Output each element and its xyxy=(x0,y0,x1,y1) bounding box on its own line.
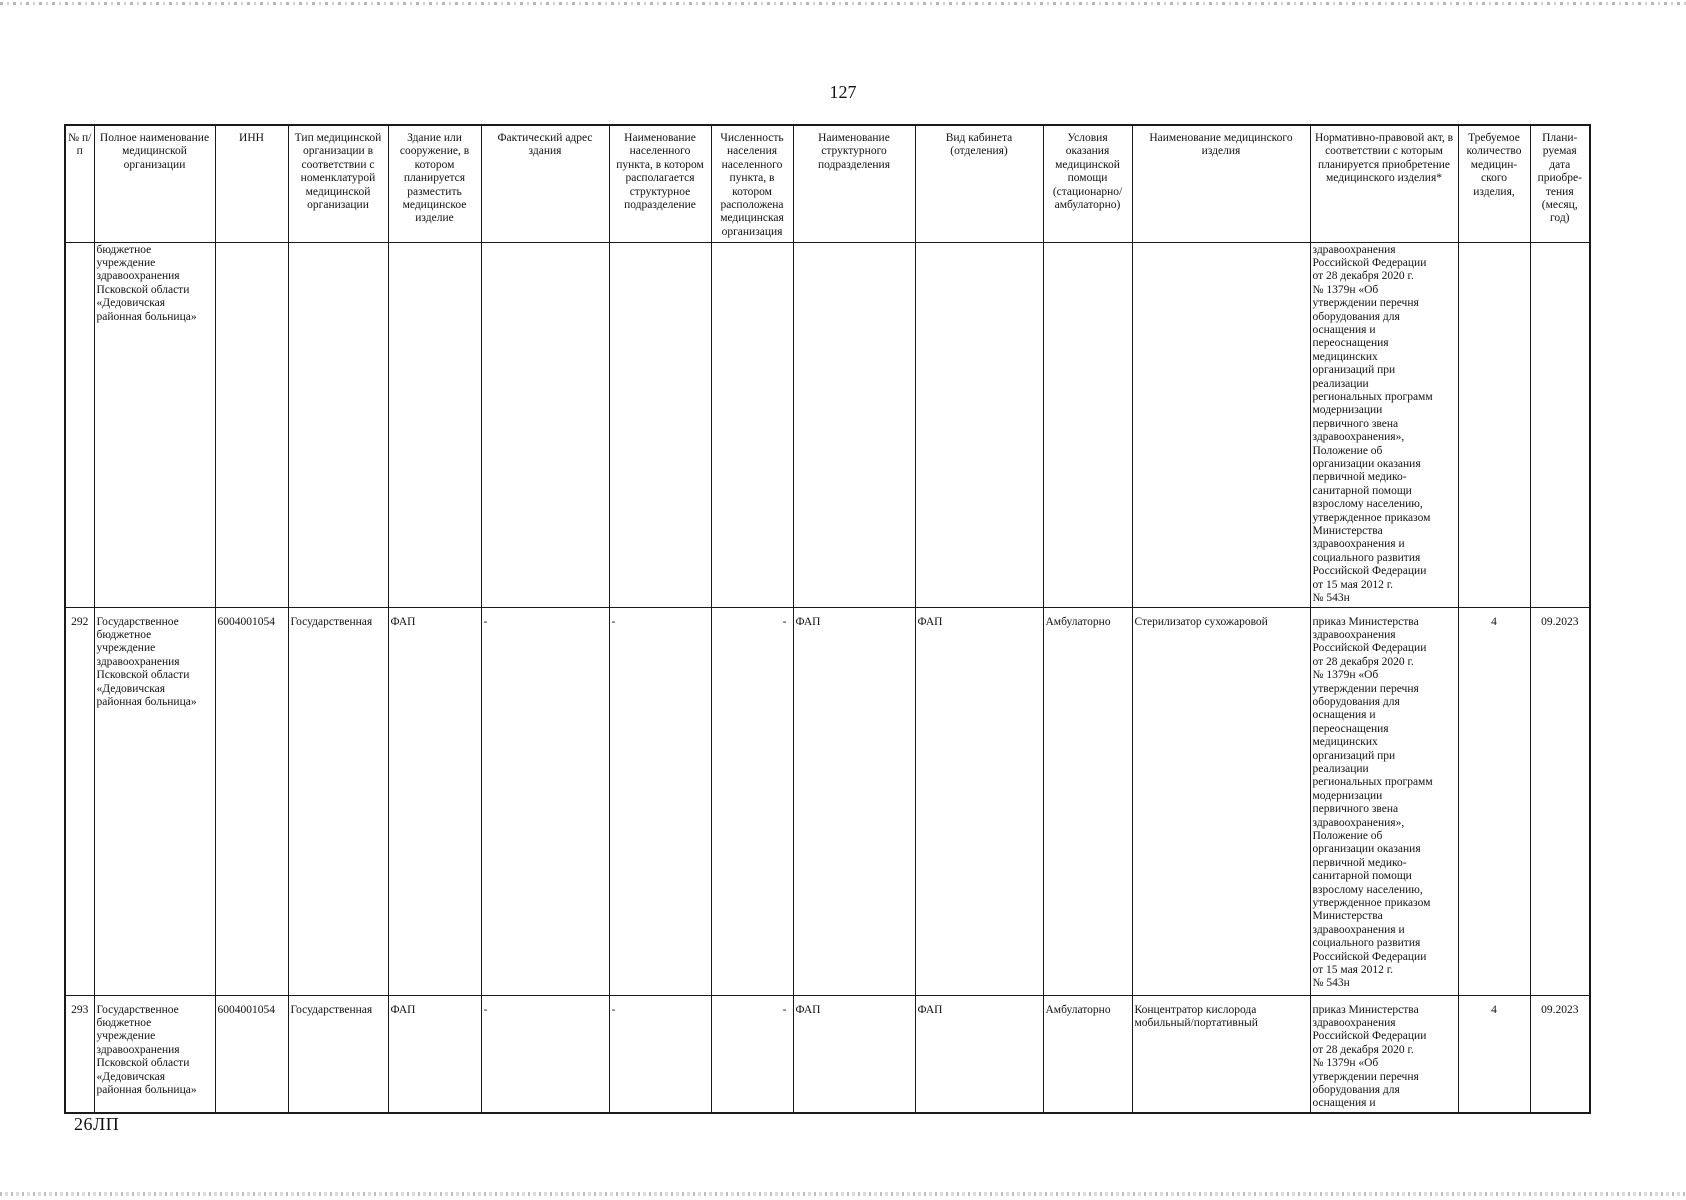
table-cell xyxy=(1043,242,1132,607)
header-cell: Наименование населенного пункта, в котором располагается структурное подразделение xyxy=(609,125,711,242)
building-cell: ФАП xyxy=(388,995,481,1113)
header-cell: Численность населения населенного пункта, в котором расположена медицинская организация xyxy=(711,125,793,242)
inn-cell: 6004001054 xyxy=(215,995,288,1113)
table-cell xyxy=(481,242,609,607)
locality-cell: - xyxy=(609,995,711,1113)
row-number-cell: 292 xyxy=(65,607,94,995)
table-cell xyxy=(711,242,793,607)
scan-edge-bottom xyxy=(0,1192,1686,1196)
table-cell xyxy=(609,242,711,607)
header-cell: Фактический адрес здания xyxy=(481,125,609,242)
cabinet-cell: ФАП xyxy=(915,607,1043,995)
quantity-cell: 4 xyxy=(1458,995,1530,1113)
legal-act-cell: здравоохранения Российской Федерации от 28 декабря 2020 г. № 1379н «Об утверждении перечня оборудования для оснащения и переоснащения медицинских организаций при реализации региональных программ модернизации первичного звена здравоохранения», Положение об организации оказания первичной медико- санитарной помощи взрослому населению, утвержденное приказом Министерства здравоохранения и социального развития Российской Федерации от 15 мая 2012 г. № 543н xyxy=(1310,242,1458,607)
org-name-cell: Государственное бюджетное учреждение здравоохранения Псковской области «Дедовичская районная больница» xyxy=(94,607,215,995)
table-cell xyxy=(388,242,481,607)
equipment-table xyxy=(64,124,1591,1114)
population-cell: - xyxy=(711,607,793,995)
page-number: 127 xyxy=(829,82,857,102)
header-cell: Наименование структурного подразделения xyxy=(793,125,915,242)
table-row xyxy=(65,995,1590,1113)
table-cell xyxy=(793,242,915,607)
header-cell: Плани-руемая дата приобре-тения (месяц, год) xyxy=(1530,125,1590,242)
org-type-cell: Государственная xyxy=(288,607,388,995)
legal-act-cell: приказ Министерства здравоохранения Российской Федерации от 28 декабря 2020 г. № 1379н «Об утверждении перечня оборудования для оснащения и xyxy=(1310,995,1458,1113)
table-cell xyxy=(915,242,1043,607)
address-cell: - xyxy=(481,607,609,995)
device-cell: Стерилизатор сухожаровой xyxy=(1132,607,1310,995)
building-cell: ФАП xyxy=(388,607,481,995)
header-cell: № п/п xyxy=(65,125,94,242)
population-cell: - xyxy=(711,995,793,1113)
date-cell: 09.2023 xyxy=(1530,607,1590,995)
table-cell xyxy=(65,242,94,607)
table-cell xyxy=(1458,242,1530,607)
row-number-cell: 293 xyxy=(65,995,94,1113)
header-cell: Наименование медицинского изделия xyxy=(1132,125,1310,242)
legal-act-cell: приказ Министерства здравоохранения Российской Федерации от 28 декабря 2020 г. № 1379н «Об утверждении перечня оборудования для оснащения и переоснащения медицинских организаций при реализации региональных программ модернизации первичного звена здравоохранения», Положение об организации оказания первичной медико- санитарной помощи взрослому населению, утвержденное приказом Министерства здравоохранения и социального развития Российской Федерации от 15 мая 2012 г. № 543н xyxy=(1310,607,1458,995)
locality-cell: - xyxy=(609,607,711,995)
subdivision-cell: ФАП xyxy=(793,995,915,1113)
table-row-continuation xyxy=(65,242,1590,607)
table-cell xyxy=(288,242,388,607)
quantity-cell: 4 xyxy=(1458,607,1530,995)
conditions-cell: Амбулаторно xyxy=(1043,995,1132,1113)
header-cell: ИНН xyxy=(215,125,288,242)
table-cell xyxy=(1530,242,1590,607)
org-name-cell: бюджетное учреждение здравоохранения Псковской области «Дедовичская районная больница» xyxy=(94,242,215,607)
table-cell xyxy=(215,242,288,607)
cabinet-cell: ФАП xyxy=(915,995,1043,1113)
inn-cell: 6004001054 xyxy=(215,607,288,995)
header-cell: Условия оказания медицинской помощи (стационарно/ амбулаторно) xyxy=(1043,125,1132,242)
date-cell: 09.2023 xyxy=(1530,995,1590,1113)
conditions-cell: Амбулаторно xyxy=(1043,607,1132,995)
header-cell: Вид кабинета (отделения) xyxy=(915,125,1043,242)
org-name-cell: Государственное бюджетное учреждение здравоохранения Псковской области «Дедовичская районная больница» xyxy=(94,995,215,1113)
table-cell xyxy=(1132,242,1310,607)
header-cell: Требуемое количество медицин-ского изделия, xyxy=(1458,125,1530,242)
table-row xyxy=(65,607,1590,995)
device-cell: Концентратор кислорода мобильный/портативный xyxy=(1132,995,1310,1113)
address-cell: - xyxy=(481,995,609,1113)
org-type-cell: Государственная xyxy=(288,995,388,1113)
header-cell: Полное наименование медицинской организации xyxy=(94,125,215,242)
scan-edge-top xyxy=(0,2,1686,5)
document-footer-code: 26ЛП xyxy=(74,1114,120,1134)
subdivision-cell: ФАП xyxy=(793,607,915,995)
header-cell: Нормативно-правовой акт, в соответствии с которым планируется приобретение медицинского изделия* xyxy=(1310,125,1458,242)
header-cell: Тип медицинской организации в соответствии с номенклатурой медицинской организации xyxy=(288,125,388,242)
table-header-row xyxy=(65,125,1590,242)
header-cell: Здание или сооружение, в котором планируется разместить медицинское изделие xyxy=(388,125,481,242)
